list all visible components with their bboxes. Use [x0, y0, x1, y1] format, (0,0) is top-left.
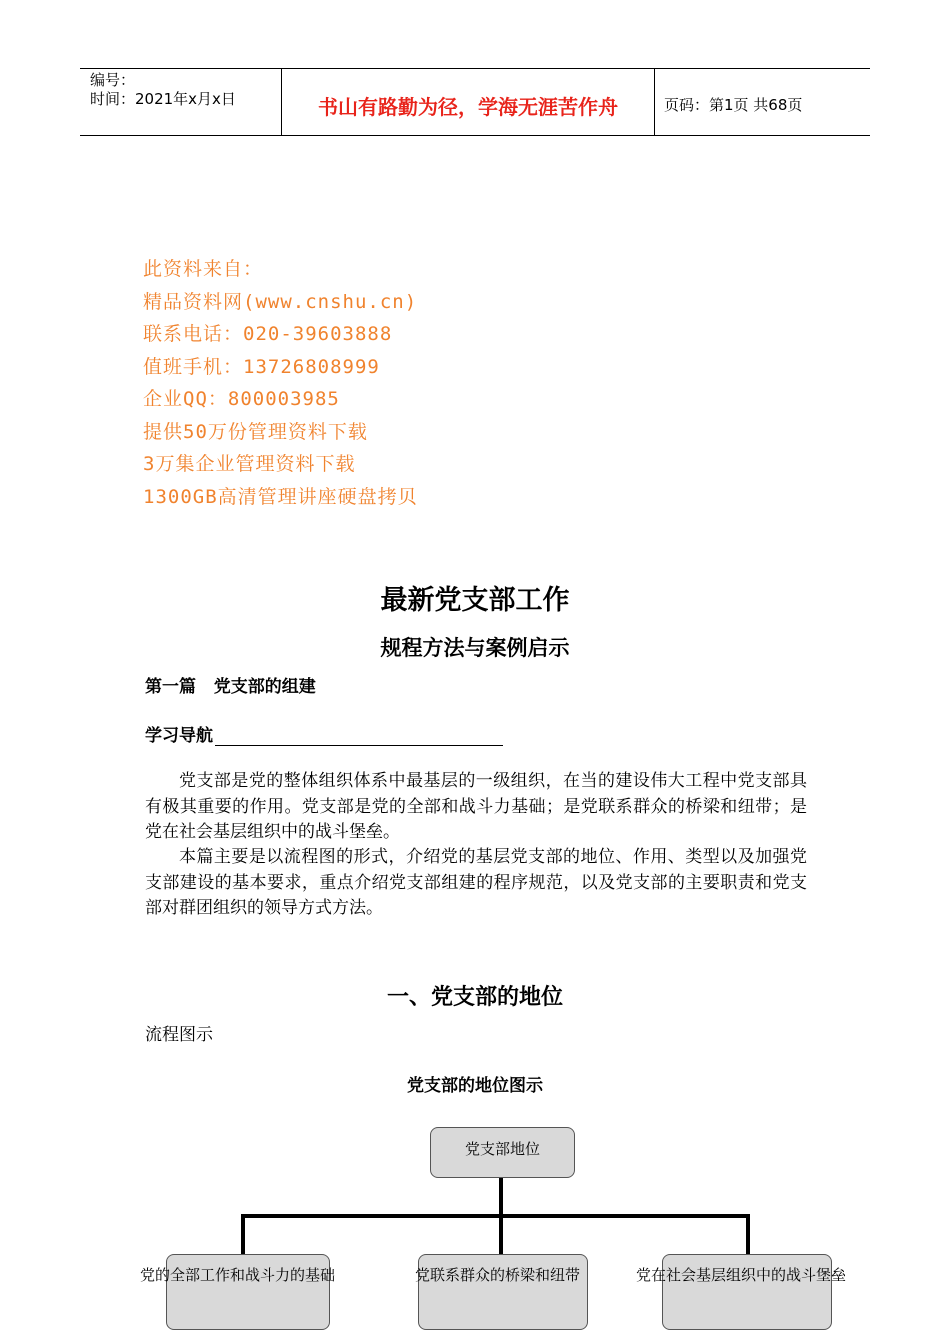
- guide-underline: [215, 728, 503, 746]
- body-paragraph: 本篇主要是以流程图的形式，介绍党的基层党支部的地位、作用、类型以及加强党支部建设的基本要求，重点介绍党支部组建的程序规范，以及党支部的主要职责和党支部对群团组织的领导方式方法。: [145, 847, 807, 918]
- diagram-root-label: 党支部地位: [464, 1140, 540, 1158]
- connector-line: [241, 1214, 750, 1218]
- document-title: 最新党支部工作: [380, 585, 570, 616]
- figure-title: 党支部的地位图示: [407, 1076, 543, 1096]
- connector-line: [241, 1214, 245, 1256]
- section-title: 一、党支部的地位: [386, 985, 563, 1010]
- time-label: 时间：2021年x月x日: [90, 90, 236, 108]
- connector-line: [499, 1178, 503, 1217]
- source-line: 此资料来自：: [143, 258, 264, 280]
- guide-label: 学习导航: [145, 726, 213, 746]
- header-divider: [654, 69, 655, 135]
- header-table: [80, 68, 870, 136]
- connector-line: [499, 1214, 503, 1256]
- diagram-child-label: 党的全部工作和战斗力的基础: [140, 1266, 336, 1284]
- document-subtitle: 规程方法与案例启示: [380, 636, 570, 660]
- header-motto: 书山有路勤为径，学海无涯苦作舟: [318, 95, 618, 119]
- flow-label: 流程图示: [145, 1025, 213, 1045]
- body-paragraph: 党支部是党的整体组织体系中最基层的一级组织，在当的建设伟大工程中党支部具有极其重要的作用。党支部是党的全部和战斗力基础；是党联系群众的桥梁和纽带；是党在社会基层组织中的战斗堡垒。: [145, 771, 807, 842]
- source-line: 提供50万份管理资料下载: [143, 420, 368, 443]
- diagram-child-label: 党在社会基层组织中的战斗堡垒: [636, 1266, 847, 1284]
- source-line: 精品资料网(www.cnshu.cn): [143, 290, 418, 313]
- guide-heading: [145, 721, 503, 746]
- source-line: 1300GB高清管理讲座硬盘拷贝: [143, 485, 418, 508]
- header-left-cell: [90, 71, 236, 109]
- source-line: 企业QQ：800003985: [143, 388, 340, 410]
- diagram-child-label: 党联系群众的桥梁和纽带: [415, 1266, 581, 1284]
- header-page-info: 页码：第1页 共68页: [664, 96, 803, 114]
- source-block: [143, 253, 418, 513]
- source-line: 值班手机：13726808999: [143, 355, 380, 378]
- source-line: 联系电话：020-39603888: [143, 323, 393, 345]
- number-label: 编号：: [90, 71, 136, 89]
- connector-line: [746, 1214, 750, 1256]
- source-line: 3万集企业管理资料下载: [143, 453, 356, 475]
- chapter-heading: 第一篇 党支部的组建: [145, 677, 316, 697]
